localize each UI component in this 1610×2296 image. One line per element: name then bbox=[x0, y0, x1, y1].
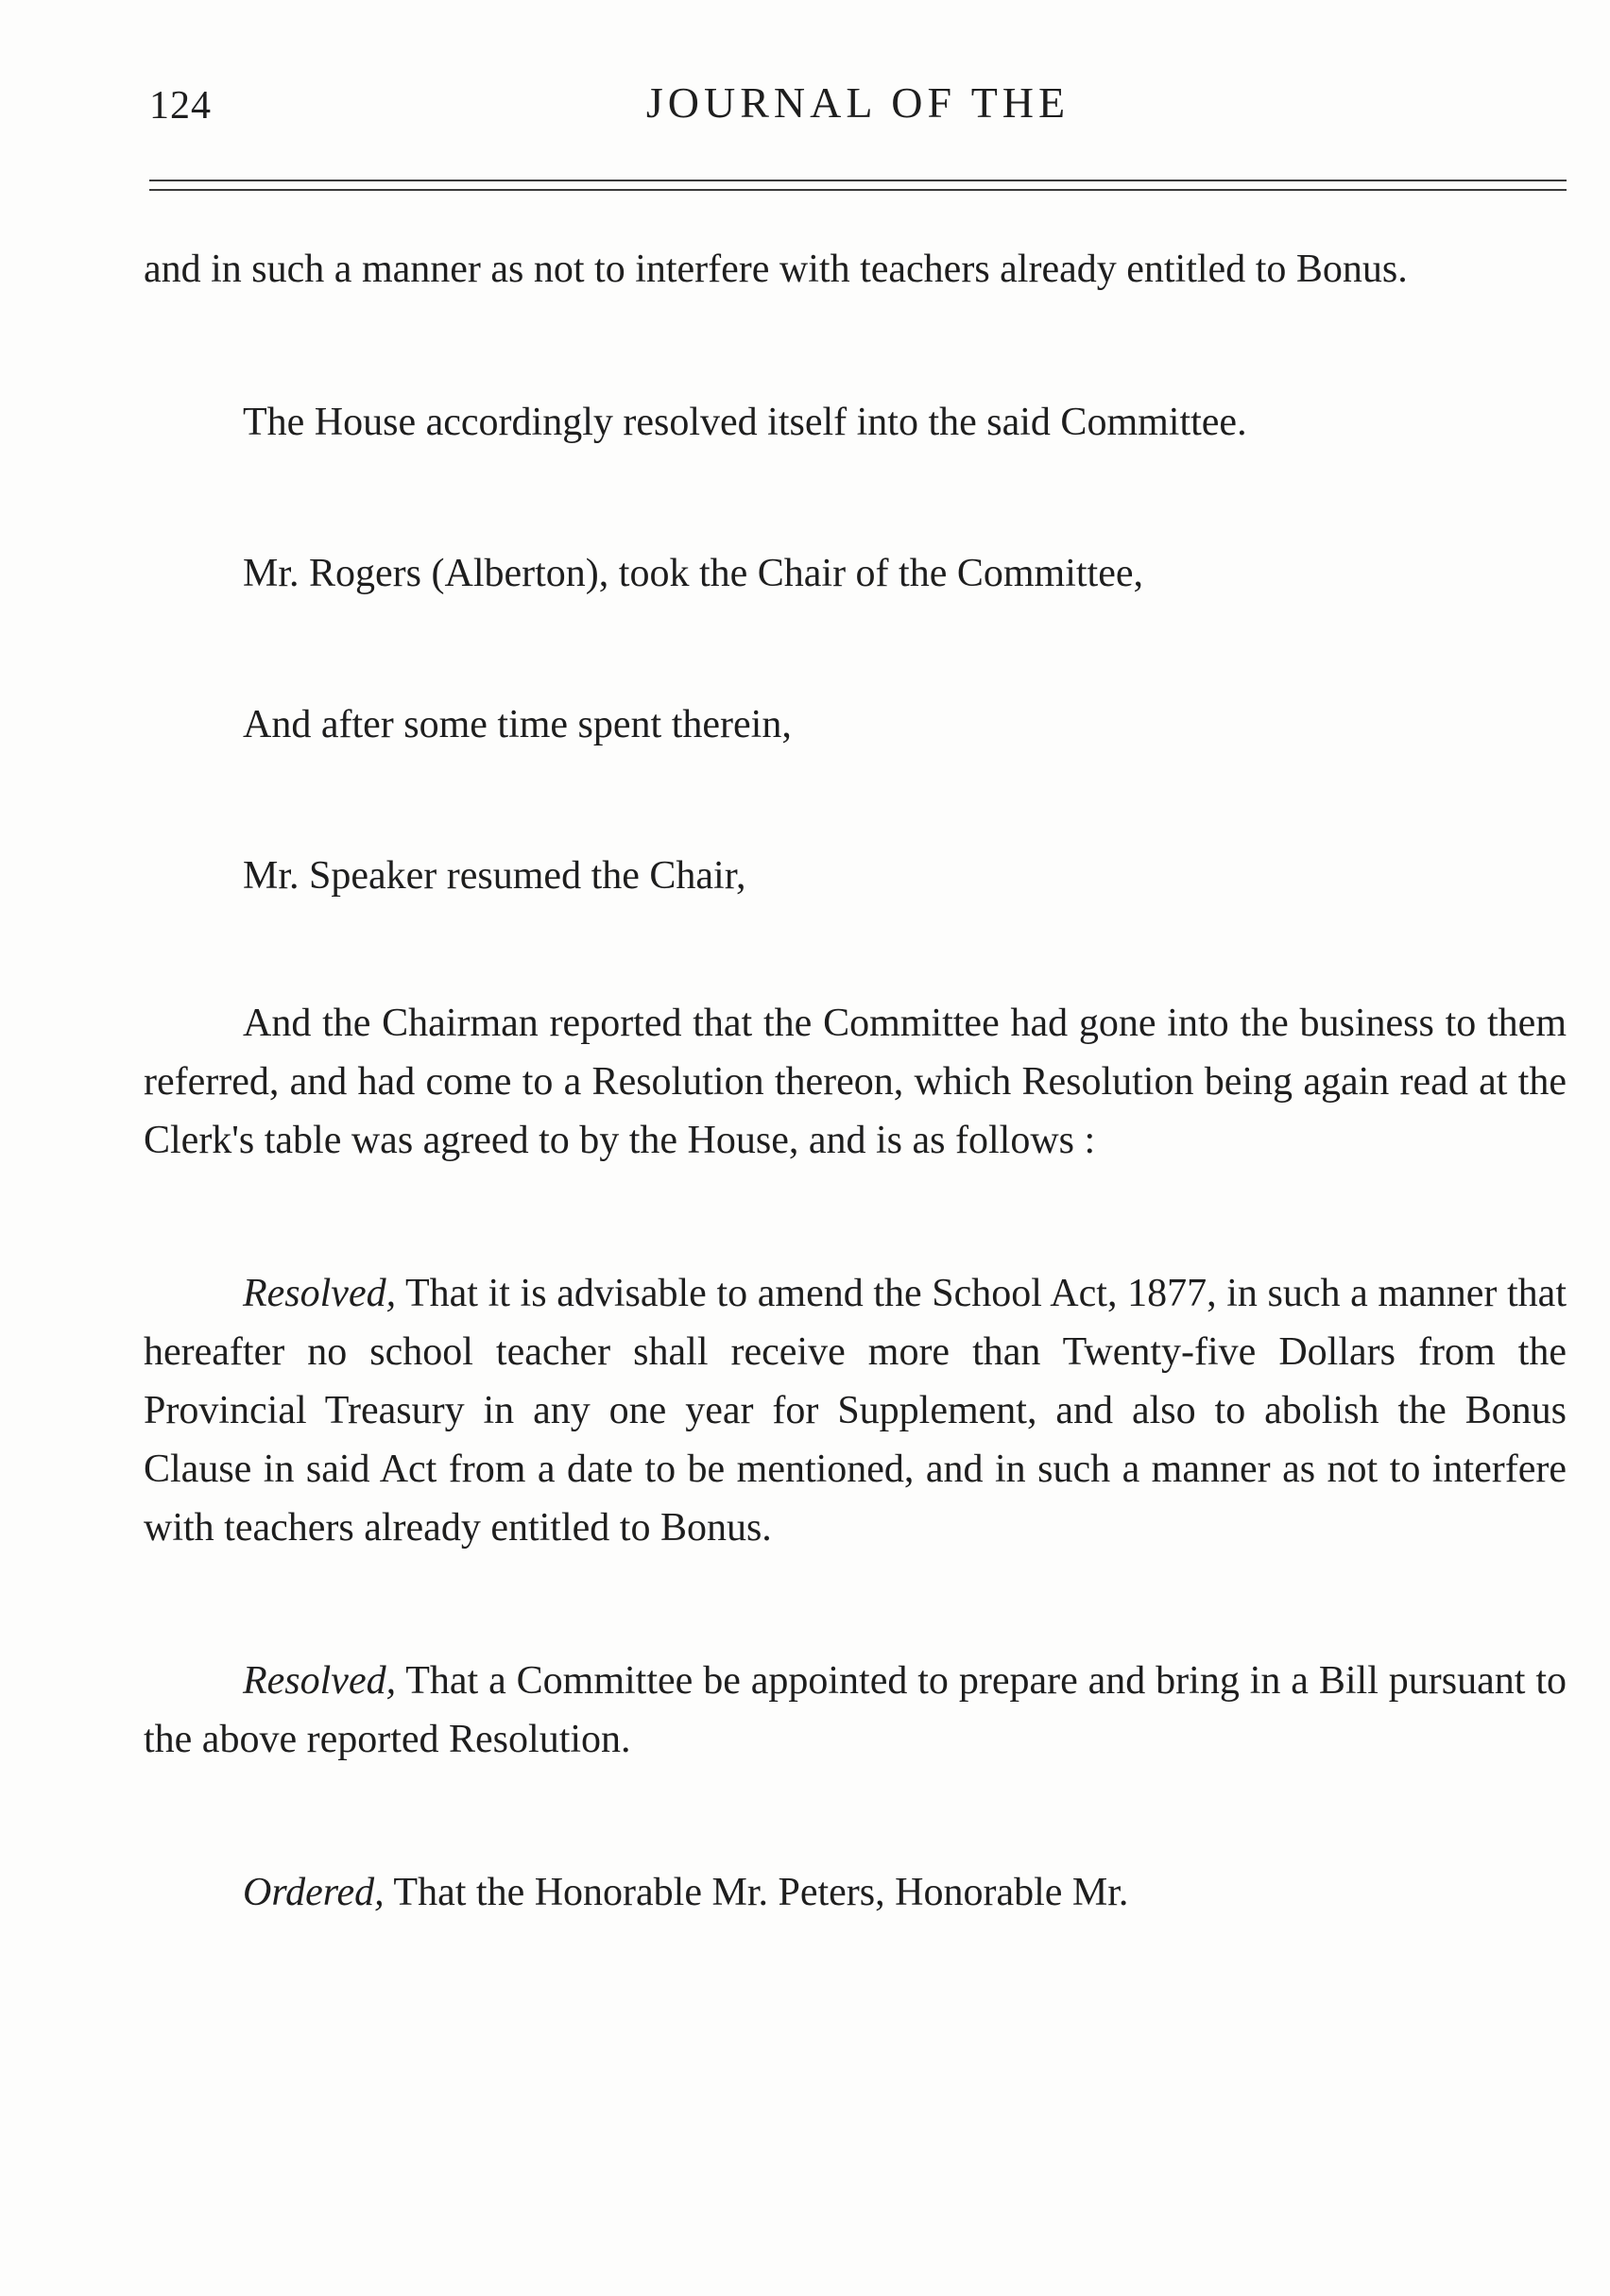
paragraph-house-resolved: The House accordingly resolved itself into the said Committee. bbox=[243, 401, 1247, 444]
paragraph-chairman-reported: And the Chairman reported that the Committee had gone into the business to them referred, and had come to a Resolution thereon, which Resolution being again read at the Clerk's table was agreed to by the House, and is as follows : bbox=[144, 1002, 1567, 1162]
resolution-text: That a Committee be appointed to prepare and bring in a Bill pursuant to the above reported Resolution. bbox=[144, 1659, 1567, 1761]
page-header bbox=[149, 77, 1567, 144]
ordered-label: Ordered, bbox=[243, 1871, 385, 1914]
paragraph-speaker-resumed: Mr. Speaker resumed the Chair, bbox=[243, 854, 746, 898]
resolved-label: Resolved, bbox=[243, 1272, 397, 1315]
resolution-text: That it is advisable to amend the School Act, 1877, in such a manner that hereafter no school teacher shall receive more than Twenty-five Dollars from the Provincial Treasury in any one year for Supplement, and also to abolish the Bonus Clause in said Act from a date to be mentioned, and in such a manner as not to interfere with teachers already entitled to Bonus. bbox=[144, 1272, 1567, 1550]
paragraph-time-spent: And after some time spent therein, bbox=[243, 703, 792, 746]
header-rule-top bbox=[149, 180, 1567, 181]
running-title: JOURNAL OF THE bbox=[645, 78, 1070, 127]
header-rule-bottom bbox=[149, 189, 1567, 191]
body-text bbox=[144, 240, 1567, 1922]
page-number: 124 bbox=[149, 84, 212, 128]
paragraph-resolution-school-act bbox=[144, 1264, 1567, 1557]
paragraph-resolution-committee bbox=[144, 1652, 1567, 1769]
resolved-label: Resolved, bbox=[243, 1659, 397, 1703]
paragraph-continuation: and in such a manner as not to interfere with teachers already entitled to Bonus. bbox=[144, 248, 1408, 291]
ordered-text: That the Honorable Mr. Peters, Honorable Mr. bbox=[384, 1871, 1129, 1914]
paragraph-ordered bbox=[144, 1863, 1567, 1922]
paragraph-chair-taken: Mr. Rogers (Alberton), took the Chair of the Committee, bbox=[243, 552, 1143, 595]
